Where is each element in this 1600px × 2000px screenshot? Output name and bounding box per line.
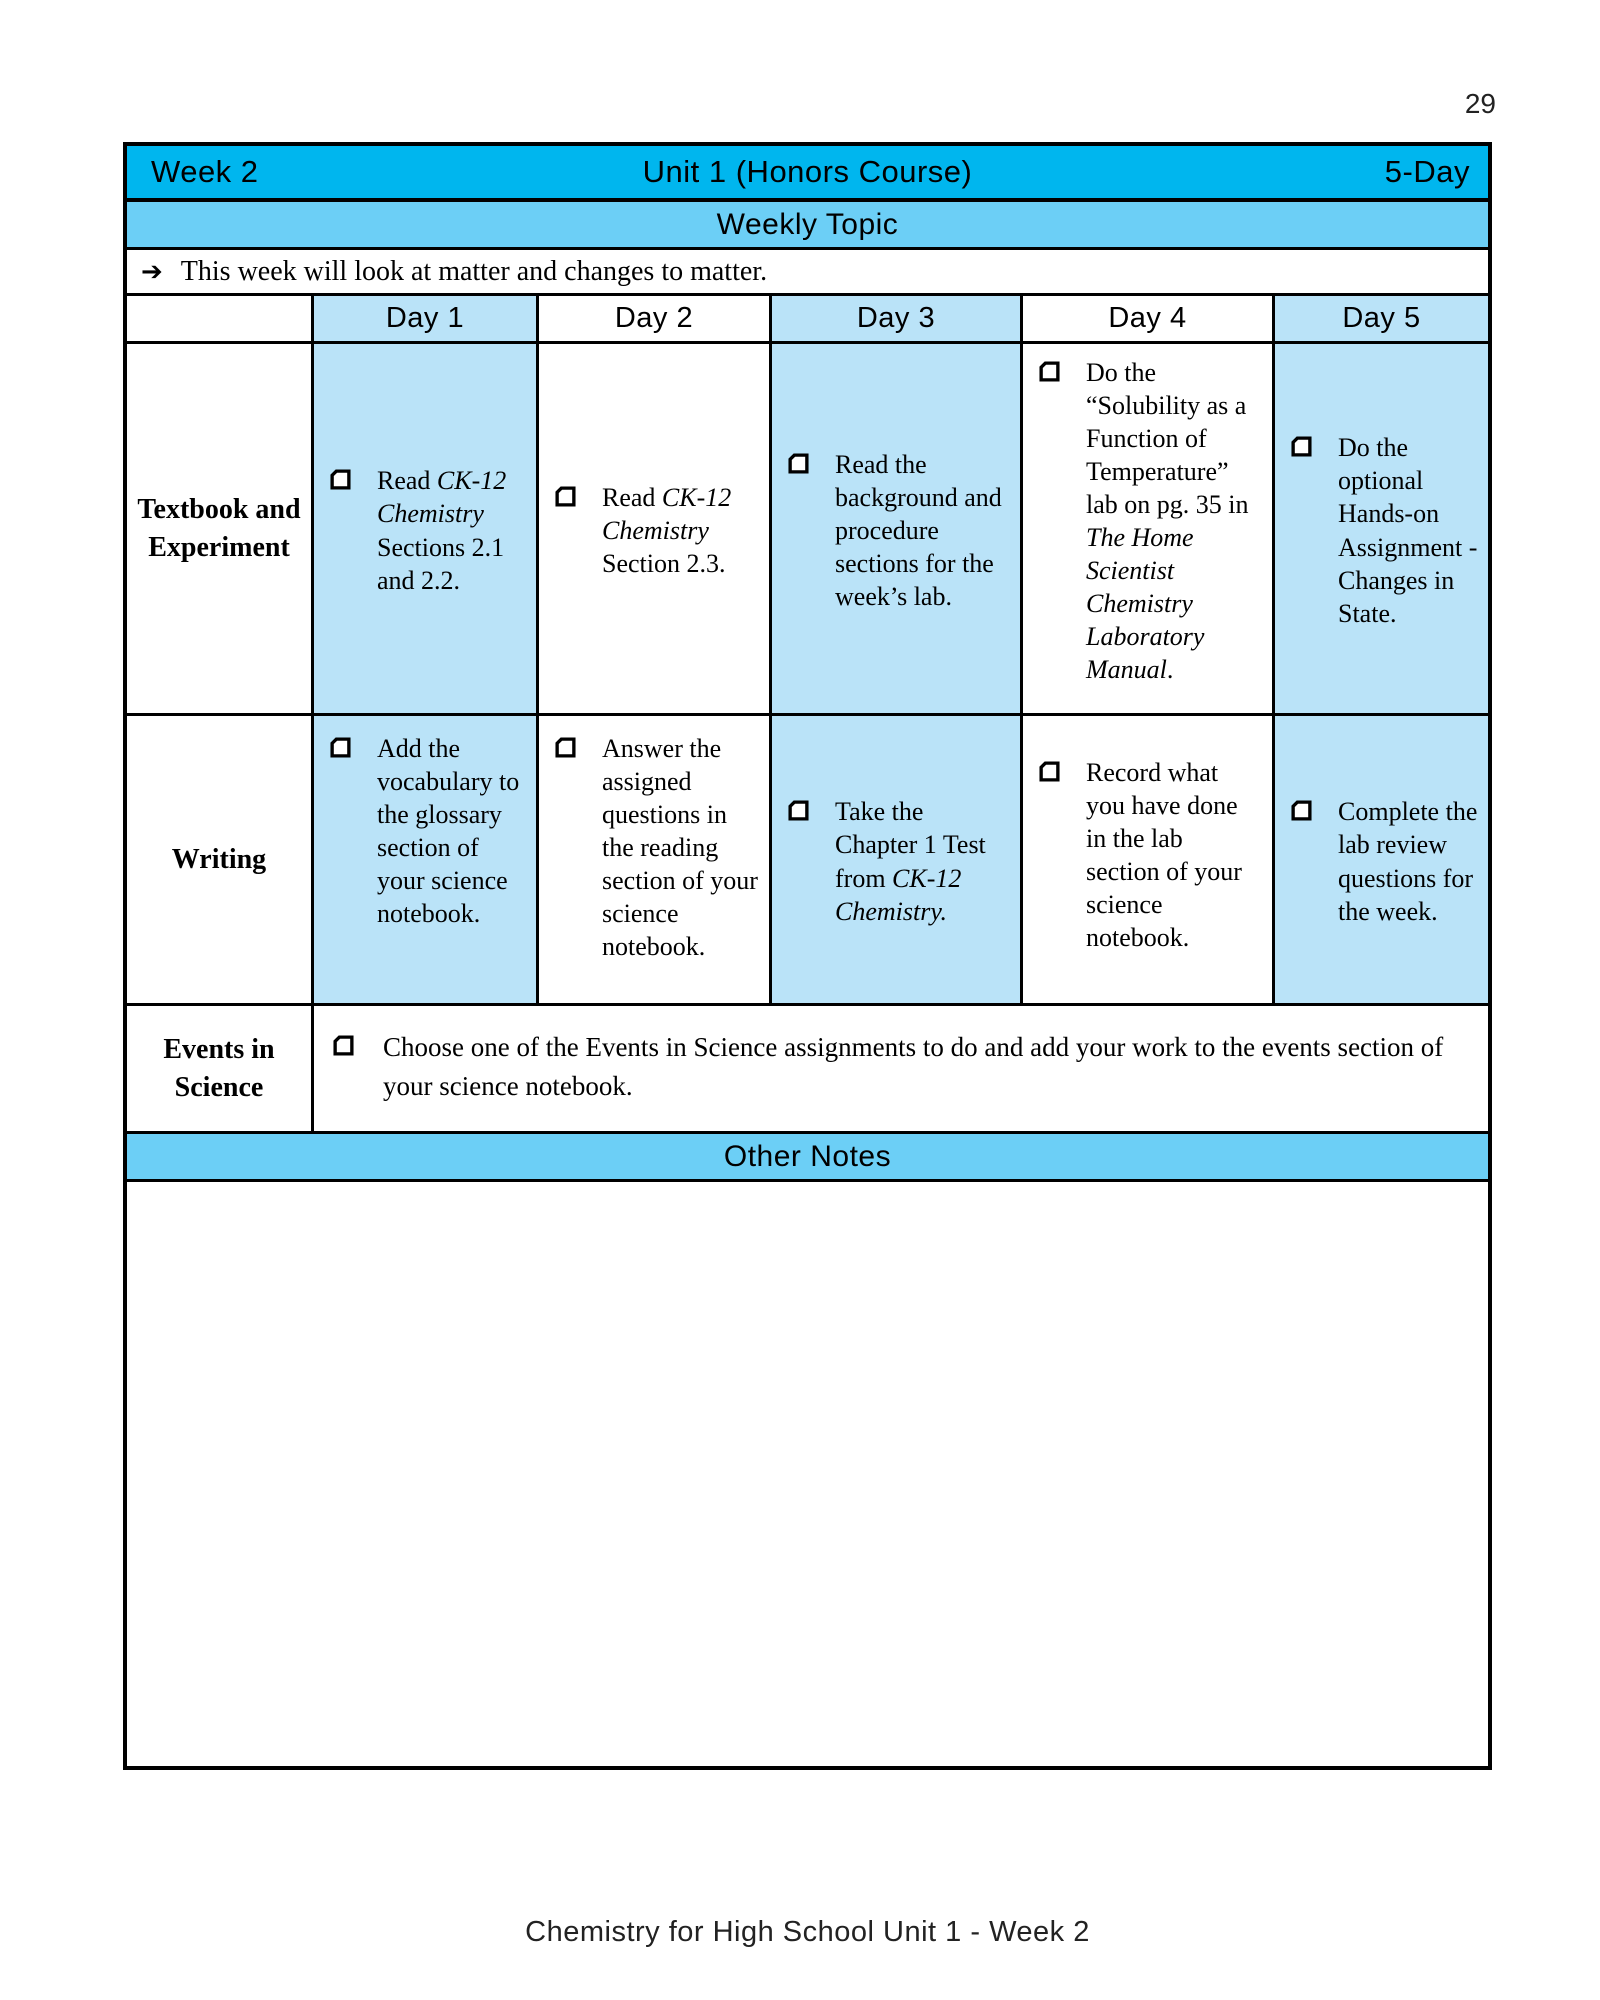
row-label-writing: Writing — [127, 716, 314, 1006]
checkbox-icon — [787, 799, 810, 822]
corner-cell — [127, 296, 314, 344]
checkbox-icon — [1290, 799, 1313, 822]
other-notes-bar — [127, 1134, 1488, 1182]
page-footer: Chemistry for High School Unit 1 - Week 2 — [525, 1916, 1090, 1948]
checkbox-icon — [332, 1034, 355, 1057]
other-notes-area — [127, 1182, 1488, 1766]
task-cell-textbook-day2 — [539, 344, 772, 716]
row-label-textbook-experiment: Textbook and Experiment — [127, 344, 314, 716]
task-cell-events — [314, 1006, 1488, 1134]
weekly-topic-title: Weekly Topic — [716, 207, 899, 241]
row-label-events-in-science: Events in Science — [127, 1006, 314, 1134]
task-cell-textbook-day1 — [314, 344, 539, 716]
task-text: Read CK-12 Chemistry Section 2.3. — [602, 482, 732, 578]
checkbox-icon — [787, 452, 810, 475]
weekly-planner-table — [123, 142, 1492, 1770]
task-cell-textbook-day5 — [1275, 344, 1488, 716]
day-1-header: Day 1 — [314, 296, 539, 344]
task-text: Choose one of the Events in Science assignments to do and add your work to the events section of your science notebook. — [383, 1032, 1444, 1102]
week-label: Week 2 — [151, 154, 259, 189]
day-5-header: Day 5 — [1275, 296, 1488, 344]
unit-label: Unit 1 (Honors Course) — [642, 154, 973, 189]
day-3-header: Day 3 — [772, 296, 1023, 344]
checkbox-icon — [1038, 760, 1061, 783]
task-cell-writing-day2 — [539, 716, 772, 1006]
task-text: Complete the lab review questions for the week. — [1338, 797, 1478, 926]
task-text: Take the Chapter 1 Test from CK-12 Chemistry. — [835, 797, 986, 926]
weekly-topic-row — [127, 250, 1488, 296]
checkbox-icon — [554, 485, 577, 508]
task-text: Read CK-12 Chemistry Sections 2.1 and 2.2. — [377, 466, 507, 595]
task-cell-writing-day3 — [772, 716, 1023, 1006]
task-text: Answer the assigned questions in the reading section of your science notebook. — [602, 734, 758, 962]
checkbox-icon — [1290, 435, 1313, 458]
checkbox-icon — [329, 736, 352, 759]
task-text: Read the background and procedure sections for the week’s lab. — [835, 449, 1002, 612]
checkbox-icon — [554, 736, 577, 759]
task-text: Do the optional Hands-on Assignment - Changes in State. — [1338, 433, 1478, 628]
task-text: Do the “Solubility as a Function of Temperature” lab on pg. 35 in The Home Scientist Chemistry Laboratory Manual. — [1086, 358, 1249, 685]
weekly-topic-text: This week will look at matter and changes to matter. — [180, 255, 768, 287]
arrow-bullet-icon: ➔ — [141, 256, 163, 287]
planner-header-bar — [127, 146, 1488, 202]
page-number: 29 — [1464, 88, 1496, 119]
task-cell-writing-day4 — [1023, 716, 1275, 1006]
weekly-topic-bar — [127, 202, 1488, 250]
other-notes-title: Other Notes — [723, 1139, 892, 1173]
checkbox-icon — [329, 468, 352, 491]
schedule-type-label: 5-Day — [1384, 154, 1470, 189]
task-cell-textbook-day3 — [772, 344, 1023, 716]
task-text: Record what you have done in the lab section of your science notebook. — [1086, 758, 1242, 953]
schedule-grid — [127, 296, 1488, 1134]
task-cell-writing-day5 — [1275, 716, 1488, 1006]
task-cell-textbook-day4 — [1023, 344, 1275, 716]
task-cell-writing-day1 — [314, 716, 539, 1006]
task-text: Add the vocabulary to the glossary section of your science notebook. — [377, 734, 520, 929]
checkbox-icon — [1038, 360, 1061, 383]
day-2-header: Day 2 — [539, 296, 772, 344]
day-4-header: Day 4 — [1023, 296, 1275, 344]
